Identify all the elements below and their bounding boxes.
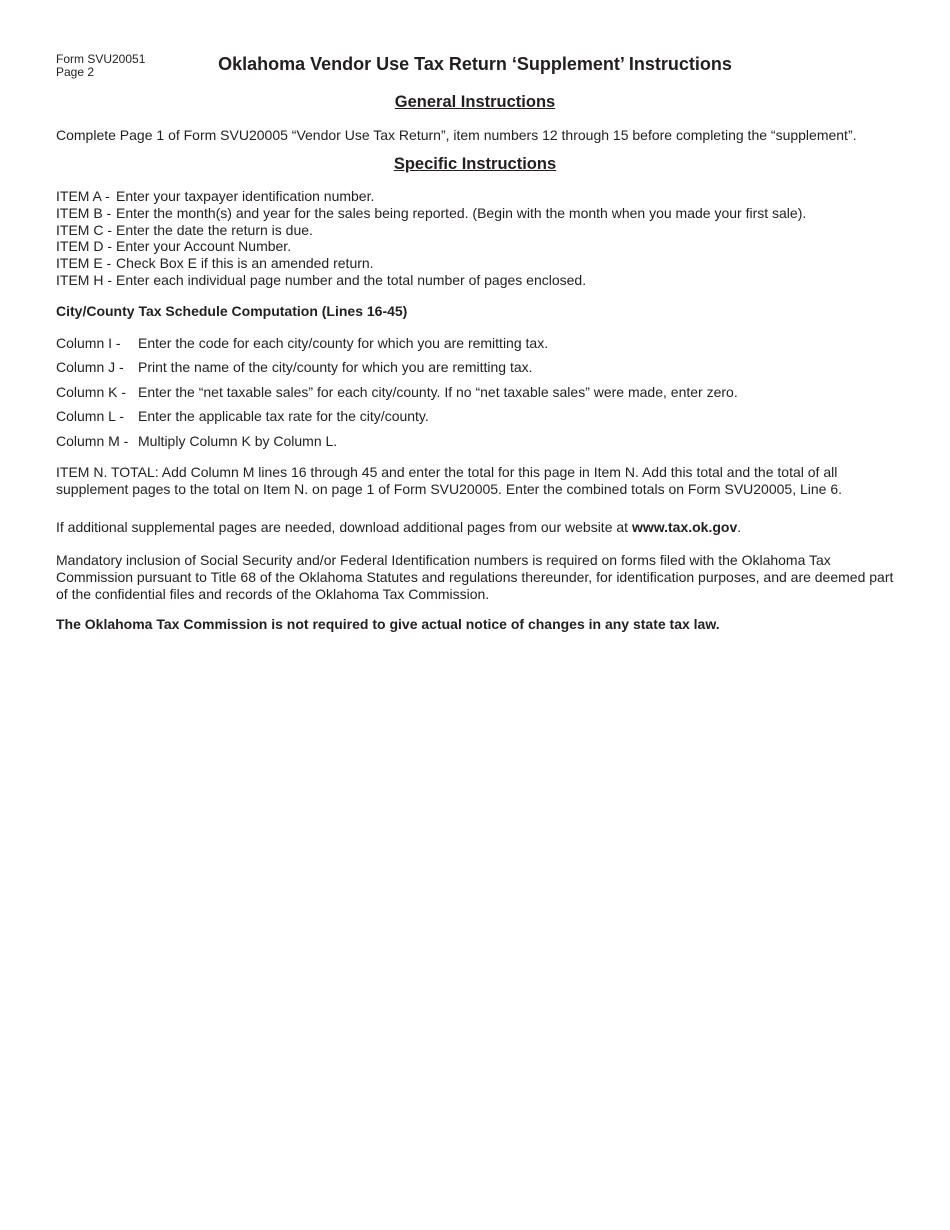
list-item [56, 238, 806, 255]
column-key: Column M - [56, 432, 129, 449]
column-text: Enter the applicable tax rate for the city/county. [138, 408, 429, 425]
list-item [56, 222, 806, 239]
general-instructions-text: Complete Page 1 of Form SVU20005 “Vendor Use Tax Return”, item numbers 12 through 15 before completing the “supplement”. [56, 127, 857, 143]
notice-paragraph: The Oklahoma Tax Commission is not required to give actual notice of changes in any state tax law. [56, 616, 720, 632]
item-key: ITEM H - [56, 271, 112, 288]
item-key: ITEM D - [56, 238, 112, 255]
column-key: Column L - [56, 408, 124, 425]
item-list [56, 188, 806, 289]
item-key: ITEM E - [56, 255, 112, 272]
specific-instructions-heading: Specific Instructions [393, 155, 557, 173]
schedule-heading: City/County Tax Schedule Computation (Lines 16-45) [56, 303, 408, 319]
item-text: Enter your Account Number. [116, 238, 292, 255]
list-item [56, 433, 738, 457]
column-text: Enter the code for each city/county for which you are remitting tax. [138, 335, 549, 351]
list-item [56, 359, 738, 383]
item-key: ITEM A - [56, 188, 110, 204]
general-instructions-heading: General Instructions [394, 93, 556, 111]
mandatory-paragraph: Mandatory inclusion of Social Security and/or Federal Identification numbers is required on forms filed with the Oklahoma Tax Commission pursuant to Title 68 of the Oklahoma Statutes and regulations thereunder, for identification purposes, and are deemed part of the confidential files and records of the Oklahoma Tax Commission. [56, 552, 894, 602]
item-text: Enter your taxpayer identification number. [116, 188, 375, 204]
column-key: Column J - [56, 359, 124, 376]
item-text: Enter the month(s) and year for the sales being reported. (Begin with the month when you made your first sale). [116, 204, 807, 221]
additional-pages-paragraph [56, 519, 896, 536]
list-item [56, 272, 806, 289]
item-n-paragraph: ITEM N. TOTAL: Add Column M lines 16 through 45 and enter the total for this page in Item N. Add this total and the total of all supplement pages to the total on Item N. on page 1 of Form SVU20005. Enter the combined totals on Form SVU20005, Line 6. [56, 464, 843, 497]
column-text: Print the name of the city/county for which you are remitting tax. [138, 359, 533, 376]
document-title [0, 52, 950, 76]
additional-pages-text: If additional supplemental pages are needed, download additional pages from our website at [56, 519, 632, 535]
column-key: Column I - [56, 335, 121, 351]
item-text: Enter each individual page number and the total number of pages enclosed. [116, 271, 587, 288]
list-item [56, 255, 806, 272]
column-text: Enter the “net taxable sales” for each city/county. If no “net taxable sales” were made, enter zero. [138, 383, 738, 400]
website-link[interactable]: www.tax.ok.gov [631, 519, 738, 535]
page-label: Page 2 [56, 65, 95, 79]
list-item [56, 384, 738, 408]
column-key: Column K - [56, 383, 127, 400]
list-item [56, 335, 738, 359]
list-item [56, 205, 806, 222]
column-text: Multiply Column K by Column L. [138, 432, 338, 449]
list-item [56, 408, 738, 432]
form-number: Form SVU20051 [56, 52, 146, 66]
column-list [56, 335, 738, 457]
item-key: ITEM C - [56, 221, 112, 238]
list-item [56, 188, 806, 205]
additional-pages-period: . [737, 519, 742, 535]
item-text: Enter the date the return is due. [116, 221, 313, 238]
document-title-text: Oklahoma Vendor Use Tax Return ‘Supplement’ Instructions [218, 54, 732, 74]
item-text: Check Box E if this is an amended return. [116, 255, 374, 272]
item-key: ITEM B - [56, 204, 112, 221]
